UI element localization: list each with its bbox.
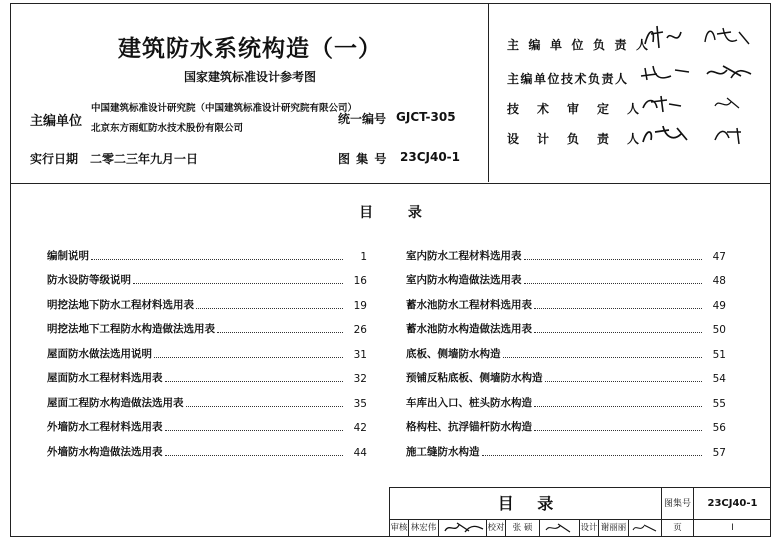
- toc-leader: [534, 332, 702, 333]
- toc-row[interactable]: [47, 238, 367, 263]
- toc-row[interactable]: [406, 287, 726, 312]
- code-value: GJCT-305: [396, 110, 456, 124]
- title-block-title: 目 录: [390, 488, 662, 520]
- toc-label: 编制说明: [47, 249, 89, 262]
- toc-page: 44: [353, 446, 367, 459]
- toc-page: 47: [712, 250, 726, 263]
- design-signature-mark: [630, 520, 660, 535]
- toc-leader: [196, 308, 343, 309]
- toc-page: 49: [712, 299, 726, 312]
- toc-page: 26: [353, 324, 367, 336]
- editor-org-1: 中国建筑标准设计研究院（中国建筑标准设计研究院有限公司）: [91, 103, 358, 114]
- toc-label: 车库出入口、桩头防水构造: [406, 396, 532, 409]
- toc-leader: [503, 357, 703, 358]
- toc-page: 55: [712, 397, 726, 410]
- toc-leader: [154, 357, 343, 358]
- toc-row[interactable]: [406, 312, 726, 337]
- toc-leader: [482, 455, 703, 456]
- toc-page: 57: [712, 446, 726, 459]
- toc-label: 屋面防水工程材料选用表: [47, 372, 163, 384]
- toc-label: 室内防水工程材料选用表: [406, 249, 522, 262]
- role-editor-head: 主编单位负责人: [507, 38, 658, 52]
- toc-leader: [534, 308, 702, 309]
- design-name: 谢丽丽: [599, 520, 629, 537]
- review-label: 审核: [390, 520, 409, 537]
- signature-tech-head: [631, 58, 761, 86]
- toc-page: 35: [353, 397, 367, 410]
- atlas-label: 图 集 号: [338, 152, 388, 166]
- editor-label: 主编单位: [30, 114, 83, 129]
- toc-page: 19: [353, 299, 367, 312]
- signature-tech-reviewer: [631, 90, 761, 118]
- toc-page: 31: [353, 348, 367, 361]
- toc-row[interactable]: [406, 434, 726, 459]
- toc-label: 明挖法地下工程防水构造做法选用表: [47, 323, 215, 335]
- date-value: 二零二三年九月一日: [90, 152, 199, 166]
- toc-label: 屋面防水做法选用说明: [47, 347, 152, 360]
- toc-label: 施工缝防水构造: [406, 445, 480, 458]
- toc-right-column: [406, 238, 726, 459]
- editor-org-2: 北京东方雨虹防水技术股份有限公司: [91, 123, 244, 134]
- toc-label: 外墙防水工程材料选用表: [47, 421, 163, 433]
- toc-leader: [91, 259, 343, 260]
- toc-row[interactable]: [47, 336, 367, 361]
- role-tech-head: 主编单位技术负责人: [507, 72, 629, 86]
- toc-page: 50: [712, 324, 726, 336]
- page-title: 建筑防水系统构造（一）: [118, 36, 382, 62]
- toc-row[interactable]: [406, 361, 726, 386]
- title-block: [389, 487, 770, 536]
- toc-leader: [186, 406, 344, 407]
- design-label: 设计: [580, 520, 599, 537]
- toc-row[interactable]: [47, 434, 367, 459]
- toc-leader: [545, 381, 703, 382]
- toc-title: 目 录: [359, 205, 422, 221]
- check-signature-mark: [542, 520, 578, 535]
- toc-row[interactable]: [406, 263, 726, 288]
- check-label: 校对: [487, 520, 506, 537]
- toc-left-column: [47, 238, 367, 459]
- toc-leader: [534, 430, 702, 431]
- toc-leader: [524, 283, 703, 284]
- toc-page: 54: [712, 373, 726, 385]
- toc-label: 蓄水池防水工程材料选用表: [406, 298, 532, 311]
- toc-row[interactable]: [406, 238, 726, 263]
- check-signature: [540, 520, 580, 537]
- code-label: 统一编号: [338, 112, 387, 126]
- toc-label: 底板、侧墙防水构造: [406, 347, 501, 360]
- header: [11, 4, 770, 184]
- toc-page: 56: [712, 422, 726, 434]
- drawing-frame: [10, 3, 771, 537]
- toc-row[interactable]: [406, 410, 726, 435]
- toc-label: 外墙防水构造做法选用表: [47, 445, 163, 458]
- toc-leader: [165, 381, 344, 382]
- toc-row[interactable]: [47, 263, 367, 288]
- toc-label: 明挖法地下防水工程材料选用表: [47, 298, 194, 311]
- role-tech-reviewer: 技术审定人: [507, 102, 658, 116]
- title-block-atlas-value: 23CJ40-1: [694, 488, 771, 520]
- toc-leader: [524, 259, 703, 260]
- signature-design-head: [633, 120, 763, 150]
- toc-leader: [217, 332, 343, 333]
- title-block-atlas-label: 图集号: [662, 488, 694, 520]
- toc-page: 32: [353, 373, 367, 385]
- toc-page: 1: [360, 250, 367, 263]
- toc-page: 51: [712, 348, 726, 361]
- page-subtitle: 国家建筑标准设计参考图: [183, 70, 316, 84]
- toc-label: 预铺反粘底板、侧墙防水构造: [406, 372, 543, 384]
- toc-row[interactable]: [47, 361, 367, 386]
- toc-row[interactable]: [406, 385, 726, 410]
- page-value: I: [731, 523, 734, 533]
- toc-leader: [534, 406, 702, 407]
- check-name: 张 硕: [506, 520, 540, 537]
- design-signature: [629, 520, 662, 537]
- toc-label: 蓄水池防水构造做法选用表: [406, 323, 532, 335]
- toc-label: 格构柱、抗浮锚杆防水构造: [406, 421, 532, 433]
- toc-row[interactable]: [47, 287, 367, 312]
- toc-page: 42: [353, 422, 367, 434]
- toc-leader: [165, 455, 344, 456]
- toc-row[interactable]: [47, 410, 367, 435]
- toc-label: 屋面工程防水构造做法选用表: [47, 396, 184, 409]
- toc-page: 16: [353, 275, 367, 287]
- review-signature-mark: [441, 520, 485, 535]
- toc-label: 室内防水构造做法选用表: [406, 274, 522, 286]
- signature-editor-head: [637, 22, 757, 52]
- date-label: 实行日期: [30, 152, 79, 166]
- toc-leader: [133, 283, 343, 284]
- header-left: [11, 4, 489, 182]
- toc-label: 防水设防等级说明: [47, 274, 131, 286]
- toc-row[interactable]: [47, 385, 367, 410]
- atlas-value: 23CJ40-1: [400, 150, 460, 164]
- toc-page: 48: [712, 275, 726, 287]
- toc-row[interactable]: [47, 312, 367, 337]
- toc-row[interactable]: [406, 336, 726, 361]
- review-name: 林宏伟: [409, 520, 439, 537]
- role-design-head: 设计负责人: [507, 132, 658, 146]
- toc-leader: [165, 430, 344, 431]
- title-block-signoff-row: [390, 520, 771, 537]
- review-signature: [439, 520, 487, 537]
- page-label: 页: [662, 520, 694, 537]
